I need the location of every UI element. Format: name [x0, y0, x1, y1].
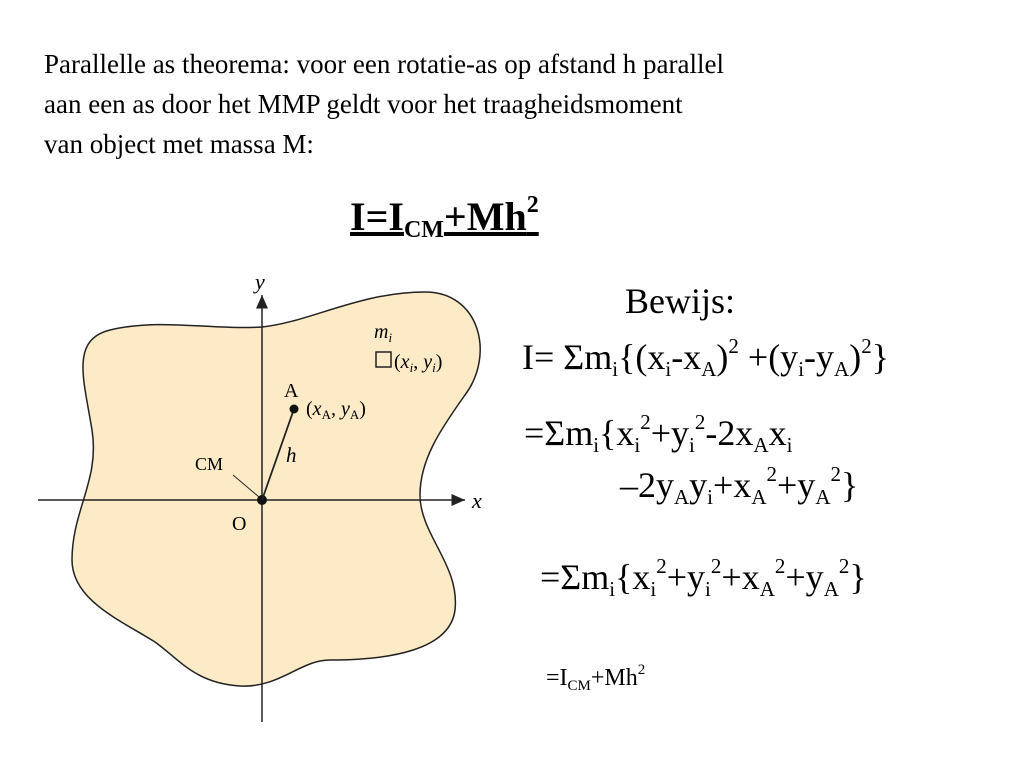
h-label: h — [286, 443, 297, 467]
proof-line-1: $I= \Sigma m_i\{(x_i-x_A)^2 +(y_i-y_A)^2\}$ — [522, 334, 889, 381]
point-a-label: A — [284, 380, 299, 402]
proof-line-5-exp: 2 — [637, 662, 646, 678]
mass-coords: ($x_i$, $y_i$) — [394, 351, 443, 375]
x-axis-label: x — [472, 488, 482, 513]
formula-exponent: 2 — [526, 192, 539, 218]
intro-line-2: aan een as door het MMP geldt voor het traagheidsmoment — [44, 89, 683, 119]
y-axis-label: y — [255, 269, 265, 294]
intro-line-3: van object met massa M: — [44, 129, 314, 159]
point-a-coords: ($x_A$, $y_A$) — [306, 398, 366, 422]
proof-line-5-sub: CM — [567, 678, 591, 694]
proof-line-4: $=\Sigma m_i\{x_i^2+y_i^2+x_A^2+y_A^2\}$ — [540, 554, 867, 601]
intro-line-1: Parallelle as theorema: voor een rotatie-as op afstand h parallel — [44, 49, 724, 79]
proof-line-2: $=\Sigma m_i\{x_i^2+y_i^2-2x_Ax_i$ — [524, 410, 793, 457]
proof-line-3: $-2y_Ay_i+x_A^2+y_A^2$} — [620, 462, 859, 509]
proof-line-5 — [546, 662, 645, 695]
point-a — [290, 405, 299, 414]
cm-label: CM — [195, 454, 224, 474]
proof-line-5-prefix: =I — [546, 665, 568, 691]
proof-line-5-term: +Mh — [590, 665, 638, 691]
formula-subscript: CM — [403, 217, 444, 243]
mass-label: $m_i$ — [374, 321, 393, 345]
formula-term: +Mh — [443, 194, 527, 239]
proof-title: Bewijs: — [625, 281, 736, 321]
origin-label: O — [232, 513, 247, 535]
formula-lhs: I=I — [350, 194, 404, 239]
